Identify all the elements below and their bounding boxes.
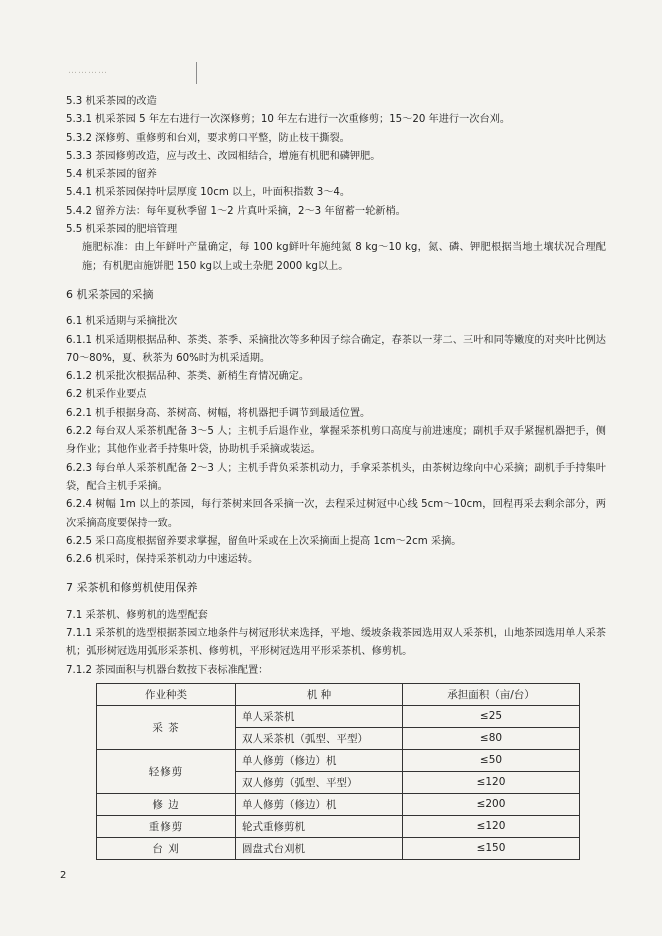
header-work-type: 作业种类: [97, 683, 236, 705]
machine-cell: 双人修剪（弧型、平型）: [236, 771, 403, 793]
category-cell: 台 刈: [97, 837, 236, 859]
clause-5-3-2: 5.3.2 深修剪、重修剪和台刈，要求剪口平整，防止枝干撕裂。: [66, 132, 350, 144]
machine-cell: 单人修剪（修边）机: [236, 749, 403, 771]
header-area: 承担面积（亩/台）: [403, 683, 580, 705]
clause-7-1-1: 7.1.1 采茶机的选型根据茶园立地条件与树冠形状来选择，平地、缓坡条栽茶园选用双人采茶机，山地茶园选用单人采茶机；弧形树冠选用弧形采茶机、修剪机，平形树冠选用平形采茶机、修剪机。: [66, 628, 606, 658]
area-cell: ≤80: [403, 727, 580, 749]
table-row: [97, 837, 580, 859]
table-row: [97, 793, 580, 815]
machine-cell: 轮式重修剪机: [236, 815, 403, 837]
category-cell: 采 茶: [97, 705, 236, 749]
clause-5-4-1: 5.4.1 机采茶园保持叶层厚度 10cm 以上，叶面积指数 3～4。: [66, 187, 351, 199]
clause-6-2-2: 6.2.2 每台双人采茶机配备 3～5 人；主机手后退作业，掌握采茶机剪口高度与前进速度；副机手双手紧握机器把手，侧身作业；其他作业者手持集叶袋，协助机手采摘或装运。: [66, 426, 606, 456]
table-header-row: [97, 683, 580, 705]
section-5-4-title: 5.4 机采茶园的留养: [66, 169, 157, 181]
clause-7-1-2: 7.1.2 茶园面积与机器台数按下表标准配置：: [66, 664, 269, 676]
clause-6-1-1: 6.1.1 机采适期根据品种、茶类、茶季、采摘批次等多种因子综合确定，春茶以一芽二、三叶和同等嫩度的对夹叶比例达 70～80%，夏、秋茶为 60%时为机采适期。: [66, 334, 606, 364]
category-cell: 重修剪: [97, 815, 236, 837]
clause-5-3-1: 5.3.1 机采茶园 5 年左右进行一次深修剪；10 年左右进行一次重修剪；15～20 年进行一次台刈。: [66, 114, 511, 126]
section-7-1-title: 7.1 采茶机、修剪机的选型配套: [66, 609, 208, 621]
clause-6-1-2: 6.1.2 机采批次根据品种、茶类、新梢生育情况确定。: [66, 371, 310, 383]
clause-6-2-5: 6.2.5 采口高度根据留养要求掌握，留鱼叶采或在上次采摘面上提高 1cm～2cm 采摘。: [66, 535, 462, 547]
table-row: [97, 705, 580, 727]
machine-cell: 单人修剪（修边）机: [236, 793, 403, 815]
area-cell: ≤120: [403, 771, 580, 793]
header-faint-mark: …………: [68, 66, 108, 76]
clause-5-4-2: 5.4.2 留养方法：每年夏秋季留 1～2 片真叶采摘，2～3 年留蓄一轮新梢。: [66, 205, 406, 217]
clause-6-2-1: 6.2.1 机手根据身高、茶树高、树幅，将机器把手调节到最适位置。: [66, 407, 371, 419]
area-cell: ≤120: [403, 815, 580, 837]
page-number: 2: [60, 870, 67, 881]
clause-5-3-3: 5.3.3 茶园修剪改造，应与改土、改园相结合，增施有机肥和磷钾肥。: [66, 150, 381, 162]
category-cell: 轻修剪: [97, 749, 236, 793]
clause-6-2-4: 6.2.4 树幅 1m 以上的茶园，每行茶树来回各采摘一次，去程采过树冠中心线 5cm～10cm，回程再采去剩余部分，两次采摘高度要保持一致。: [66, 499, 606, 529]
area-cell: ≤25: [403, 705, 580, 727]
fertilization-paragraph: 施肥标准：由上年鲜叶产量确定，每 100 kg鲜叶年施纯氮 8 kg～10 kg，氮、磷、钾肥根据当地土壤状况合理配施；有机肥亩施饼肥 150 kg以上或土杂肥 2000 kg以上。: [82, 242, 606, 272]
machine-cell: 单人采茶机: [236, 705, 403, 727]
area-cell: ≤150: [403, 837, 580, 859]
document-body: [66, 93, 606, 860]
machine-cell: 双人采茶机（弧型、平型）: [236, 727, 403, 749]
section-6-2-title: 6.2 机采作业要点: [66, 389, 147, 401]
clause-6-2-3: 6.2.3 每台单人采茶机配备 2～3 人；主机手背负采茶机动力，手拿采茶机头，由茶树边缘向中心采摘；副机手手持集叶袋，配合主机手采摘。: [66, 462, 606, 492]
area-cell: ≤200: [403, 793, 580, 815]
section-5-5-title: 5.5 机采茶园的肥培管理: [66, 224, 178, 236]
area-cell: ≤50: [403, 749, 580, 771]
machine-cell: 圆盘式台刈机: [236, 837, 403, 859]
clause-6-2-6: 6.2.6 机采时，保持采茶机动力中速运转。: [66, 554, 259, 566]
chapter-6-title: 6 机采茶园的采摘: [66, 287, 154, 301]
machine-allocation-table: [96, 683, 580, 860]
chapter-7-title: 7 采茶机和修剪机使用保养: [66, 581, 198, 595]
section-6-1-title: 6.1 机采适期与采摘批次: [66, 316, 178, 328]
table-row: [97, 749, 580, 771]
category-cell: 修 边: [97, 793, 236, 815]
header-divider: [196, 62, 197, 84]
section-5-3-title: 5.3 机采茶园的改造: [66, 96, 157, 107]
table-row: [97, 815, 580, 837]
header-machine-type: 机 种: [236, 683, 403, 705]
